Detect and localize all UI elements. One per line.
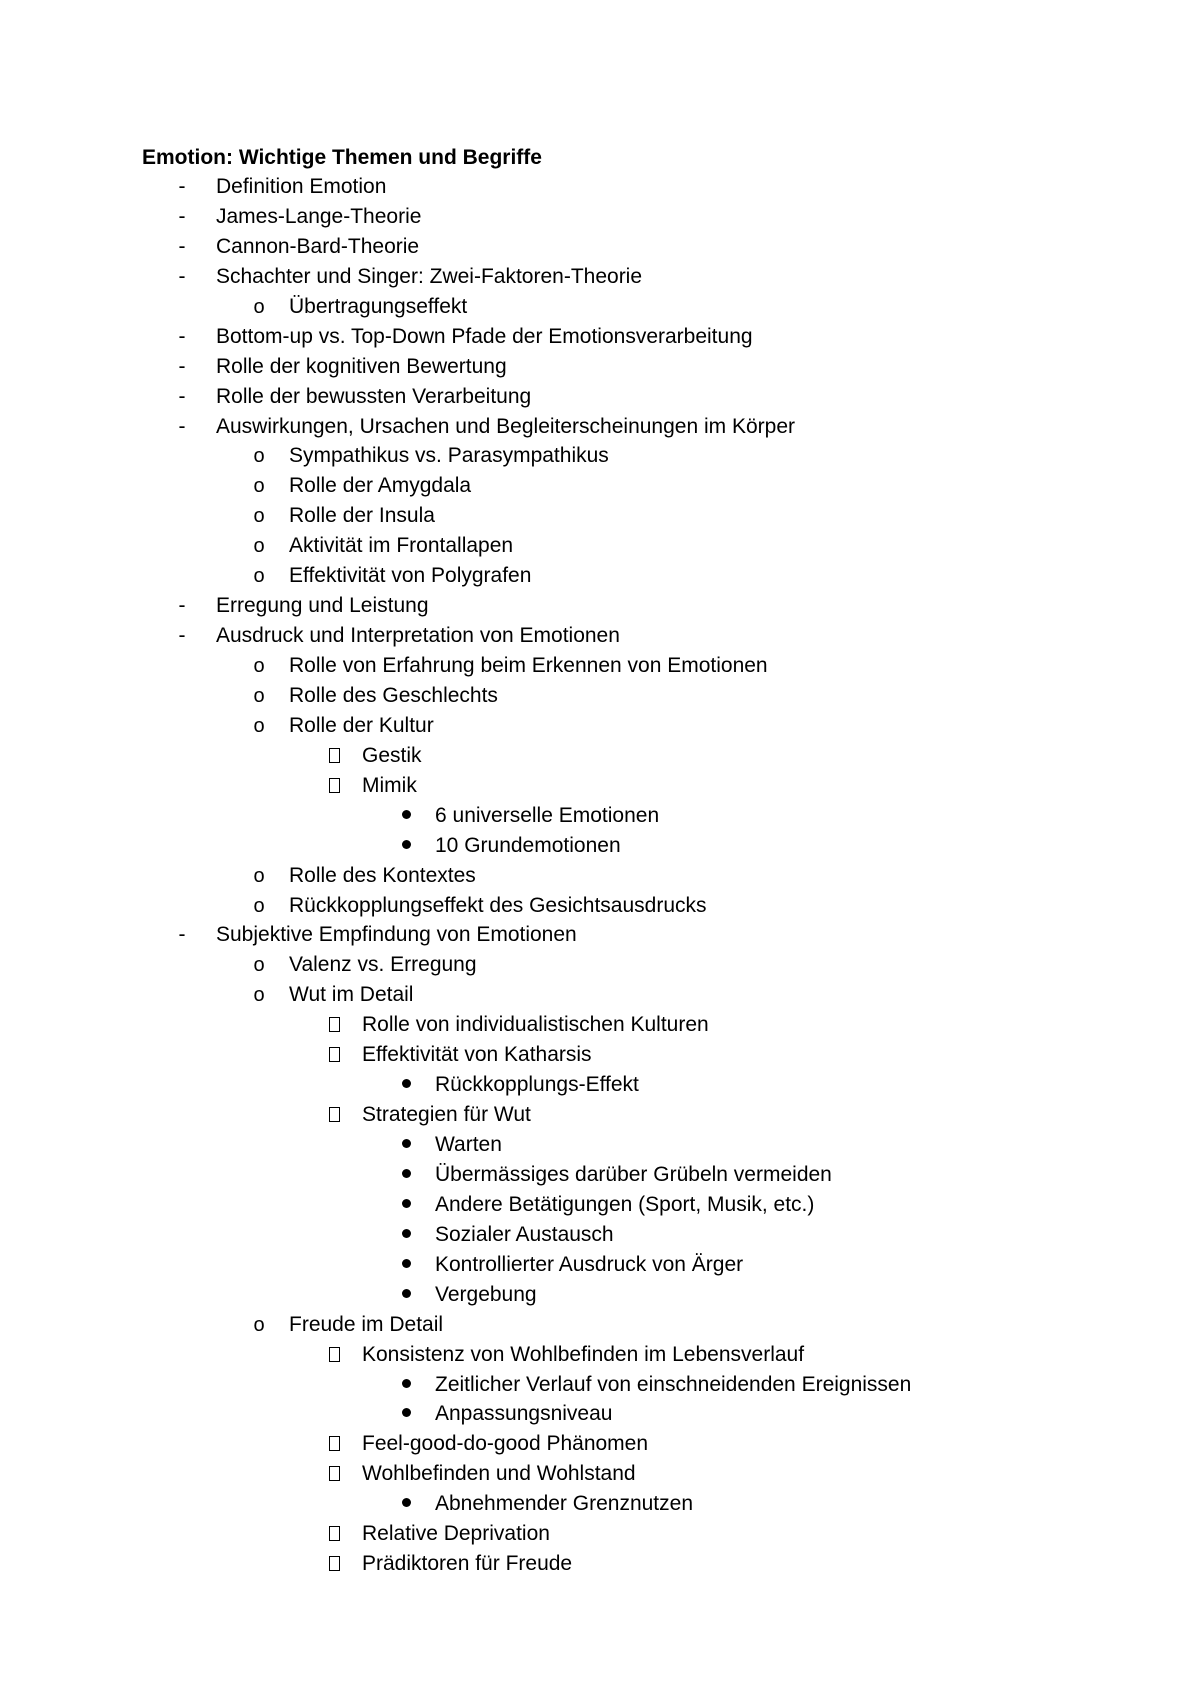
outline-item-level-3	[0, 741, 1200, 771]
circle-marker: o	[253, 864, 265, 887]
outline-item-level-2	[0, 711, 1200, 741]
outline-item-level-3	[0, 1519, 1200, 1549]
outline-item-level-4	[0, 1070, 1200, 1100]
outline-item-text: Rolle der Insula	[289, 504, 435, 528]
circle-marker: o	[253, 505, 265, 528]
outline-item-level-1	[0, 322, 1200, 352]
square-bullet-icon	[324, 1429, 344, 1459]
outline-item-level-1	[0, 232, 1200, 262]
outline-item-level-1	[0, 591, 1200, 621]
outline-item-level-3	[0, 1429, 1200, 1459]
outline-item-text: Cannon-Bard-Theorie	[216, 234, 420, 258]
outline-item-text: Rückkopplungseffekt des Gesichtsausdrucks	[289, 893, 707, 917]
round-bullet-icon	[396, 1489, 416, 1519]
outline-item-level-4	[0, 1190, 1200, 1220]
square-bullet-icon	[324, 1100, 344, 1130]
square-bullet-icon	[324, 771, 344, 801]
circle-marker: o	[253, 295, 265, 318]
dash-marker: -	[178, 414, 186, 438]
outline-item-level-3	[0, 1010, 1200, 1040]
circle-marker: o	[253, 445, 265, 468]
circle-marker: o	[253, 535, 265, 558]
outline-item-level-2	[0, 681, 1200, 711]
outline-item-text: Andere Betätigungen (Sport, Musik, etc.)	[435, 1192, 815, 1216]
round-bullet-icon	[396, 1280, 416, 1310]
outline-item-level-4	[0, 1160, 1200, 1190]
outline-item-level-1	[0, 202, 1200, 232]
circle-marker: o	[253, 714, 265, 737]
outline-item-text: Erregung und Leistung	[216, 594, 429, 618]
square-bullet-icon	[324, 1340, 344, 1370]
outline-item-text: Effektivität von Polygrafen	[289, 564, 532, 588]
outline-item-text: Auswirkungen, Ursachen und Begleiterscheinungen im Körper	[216, 414, 795, 438]
outline-item-text: Wohlbefinden und Wohlstand	[362, 1462, 636, 1486]
outline-item-level-2	[0, 292, 1200, 322]
outline-item-text: Übermässiges darüber Grübeln vermeiden	[435, 1162, 832, 1186]
outline-item-level-2	[0, 980, 1200, 1010]
outline-item-text: Relative Deprivation	[362, 1522, 550, 1546]
outline-item-text: Strategien für Wut	[362, 1103, 531, 1127]
outline-item-text: Valenz vs. Erregung	[289, 953, 477, 977]
outline-item-level-2	[0, 1310, 1200, 1340]
outline-item-level-3	[0, 1100, 1200, 1130]
outline-item-text: Konsistenz von Wohlbefinden im Lebensverlauf	[362, 1342, 805, 1366]
dash-marker: -	[178, 923, 186, 947]
round-bullet-icon	[396, 1370, 416, 1400]
dash-marker: -	[178, 264, 186, 288]
outline-item-text: Rückkopplungs-Effekt	[435, 1073, 639, 1097]
outline-item-text: Gestik	[362, 743, 422, 767]
outline-item-level-4	[0, 801, 1200, 831]
round-bullet-icon	[396, 1399, 416, 1429]
round-bullet-icon	[396, 1250, 416, 1280]
outline-item-level-1	[0, 172, 1200, 202]
round-bullet-icon	[396, 1190, 416, 1220]
dash-marker: -	[178, 324, 186, 348]
round-bullet-icon	[396, 831, 416, 861]
outline-item-text: Rolle der Kultur	[289, 713, 434, 737]
outline-item-text: Effektivität von Katharsis	[362, 1043, 592, 1067]
dash-marker: -	[178, 234, 186, 258]
outline-item-text: Prädiktoren für Freude	[362, 1552, 573, 1576]
dash-marker: -	[178, 384, 186, 408]
outline-item-level-2	[0, 441, 1200, 471]
outline-item-level-2	[0, 950, 1200, 980]
outline-item-text: 6 universelle Emotionen	[435, 803, 660, 827]
outline-item-text: Rolle der kognitiven Bewertung	[216, 354, 507, 378]
circle-marker: o	[253, 1313, 265, 1336]
outline-item-level-1	[0, 412, 1200, 442]
outline-item-level-1	[0, 621, 1200, 651]
outline-item-text: Sympathikus vs. Parasympathikus	[289, 444, 609, 468]
topic-outline	[0, 172, 1200, 1579]
outline-item-text: Subjektive Empfindung von Emotionen	[216, 923, 577, 947]
circle-marker: o	[253, 894, 265, 917]
outline-item-text: Rolle des Kontextes	[289, 863, 476, 887]
circle-marker: o	[253, 475, 265, 498]
circle-marker: o	[253, 655, 265, 677]
dash-marker: -	[178, 624, 186, 648]
square-bullet-icon	[324, 1040, 344, 1070]
outline-item-level-4	[0, 1130, 1200, 1160]
outline-item-text: Schachter und Singer: Zwei-Faktoren-Theorie	[216, 264, 643, 288]
outline-item-text: Freude im Detail	[289, 1312, 444, 1336]
outline-item-level-4	[0, 831, 1200, 861]
outline-item-text: Definition Emotion	[216, 175, 387, 198]
outline-item-level-4	[0, 1489, 1200, 1519]
outline-item-level-4	[0, 1280, 1200, 1310]
square-bullet-icon	[324, 741, 344, 771]
outline-item-level-1	[0, 352, 1200, 382]
outline-item-level-3	[0, 1549, 1200, 1579]
outline-item-level-1	[0, 920, 1200, 950]
circle-marker: o	[253, 984, 265, 1007]
outline-item-text: Übertragungseffekt	[289, 294, 468, 318]
outline-item-level-1	[0, 382, 1200, 412]
round-bullet-icon	[396, 1070, 416, 1100]
square-bullet-icon	[324, 1519, 344, 1549]
outline-item-text: Wut im Detail	[289, 983, 414, 1007]
outline-item-level-2	[0, 471, 1200, 501]
round-bullet-icon	[396, 1130, 416, 1160]
outline-item-level-4	[0, 1370, 1200, 1400]
outline-item-text: Kontrollierter Ausdruck von Ärger	[435, 1252, 744, 1276]
dash-marker: -	[178, 594, 186, 618]
outline-item-text: Aktivität im Frontallapen	[289, 534, 514, 558]
round-bullet-icon	[396, 801, 416, 831]
outline-item-level-3	[0, 1340, 1200, 1370]
outline-item-level-3	[0, 1040, 1200, 1070]
outline-item-level-2	[0, 561, 1200, 591]
outline-item-level-3	[0, 1459, 1200, 1489]
outline-item-text: 10 Grundemotionen	[435, 833, 621, 857]
outline-item-text: Ausdruck und Interpretation von Emotionen	[216, 624, 620, 648]
round-bullet-icon	[396, 1220, 416, 1250]
outline-item-text: Mimik	[362, 773, 417, 797]
outline-item-text: Sozialer Austausch	[435, 1222, 614, 1246]
square-bullet-icon	[324, 1459, 344, 1489]
dash-marker: -	[178, 354, 186, 378]
outline-item-text: James-Lange-Theorie	[216, 204, 422, 228]
square-bullet-icon	[324, 1010, 344, 1040]
circle-marker: o	[253, 684, 265, 707]
outline-item-level-2	[0, 501, 1200, 531]
outline-item-text: Rolle von individualistischen Kulturen	[362, 1013, 709, 1037]
outline-item-level-2	[0, 861, 1200, 891]
outline-item-level-2	[0, 651, 1200, 681]
outline-item-level-2	[0, 891, 1200, 921]
square-bullet-icon	[324, 1549, 344, 1579]
outline-item-text: Anpassungsniveau	[435, 1402, 613, 1426]
outline-item-text: Warten	[435, 1133, 502, 1156]
outline-item-text: Rolle der Amygdala	[289, 474, 472, 498]
outline-item-text: Rolle von Erfahrung beim Erkennen von Emotionen	[289, 654, 768, 677]
dash-marker: -	[178, 175, 186, 198]
circle-marker: o	[253, 954, 265, 977]
outline-item-text: Rolle der bewussten Verarbeitung	[216, 384, 532, 408]
outline-item-text: Zeitlicher Verlauf von einschneidenden Ereignissen	[435, 1372, 912, 1396]
outline-item-level-3	[0, 771, 1200, 801]
outline-item-level-4	[0, 1399, 1200, 1429]
circle-marker: o	[253, 565, 265, 588]
round-bullet-icon	[396, 1160, 416, 1190]
page-title: Emotion: Wichtige Themen und Begriffe	[142, 146, 542, 169]
outline-item-level-1	[0, 262, 1200, 292]
outline-item-text: Vergebung	[435, 1282, 537, 1306]
outline-item-text: Bottom-up vs. Top-Down Pfade der Emotionsverarbeitung	[216, 324, 753, 348]
outline-item-text: Rolle des Geschlechts	[289, 683, 498, 707]
outline-item-text: Feel-good-do-good Phänomen	[362, 1432, 649, 1456]
outline-item-text: Abnehmender Grenznutzen	[435, 1492, 693, 1516]
outline-item-level-4	[0, 1250, 1200, 1280]
dash-marker: -	[178, 204, 186, 228]
outline-item-level-4	[0, 1220, 1200, 1250]
outline-item-level-2	[0, 531, 1200, 561]
